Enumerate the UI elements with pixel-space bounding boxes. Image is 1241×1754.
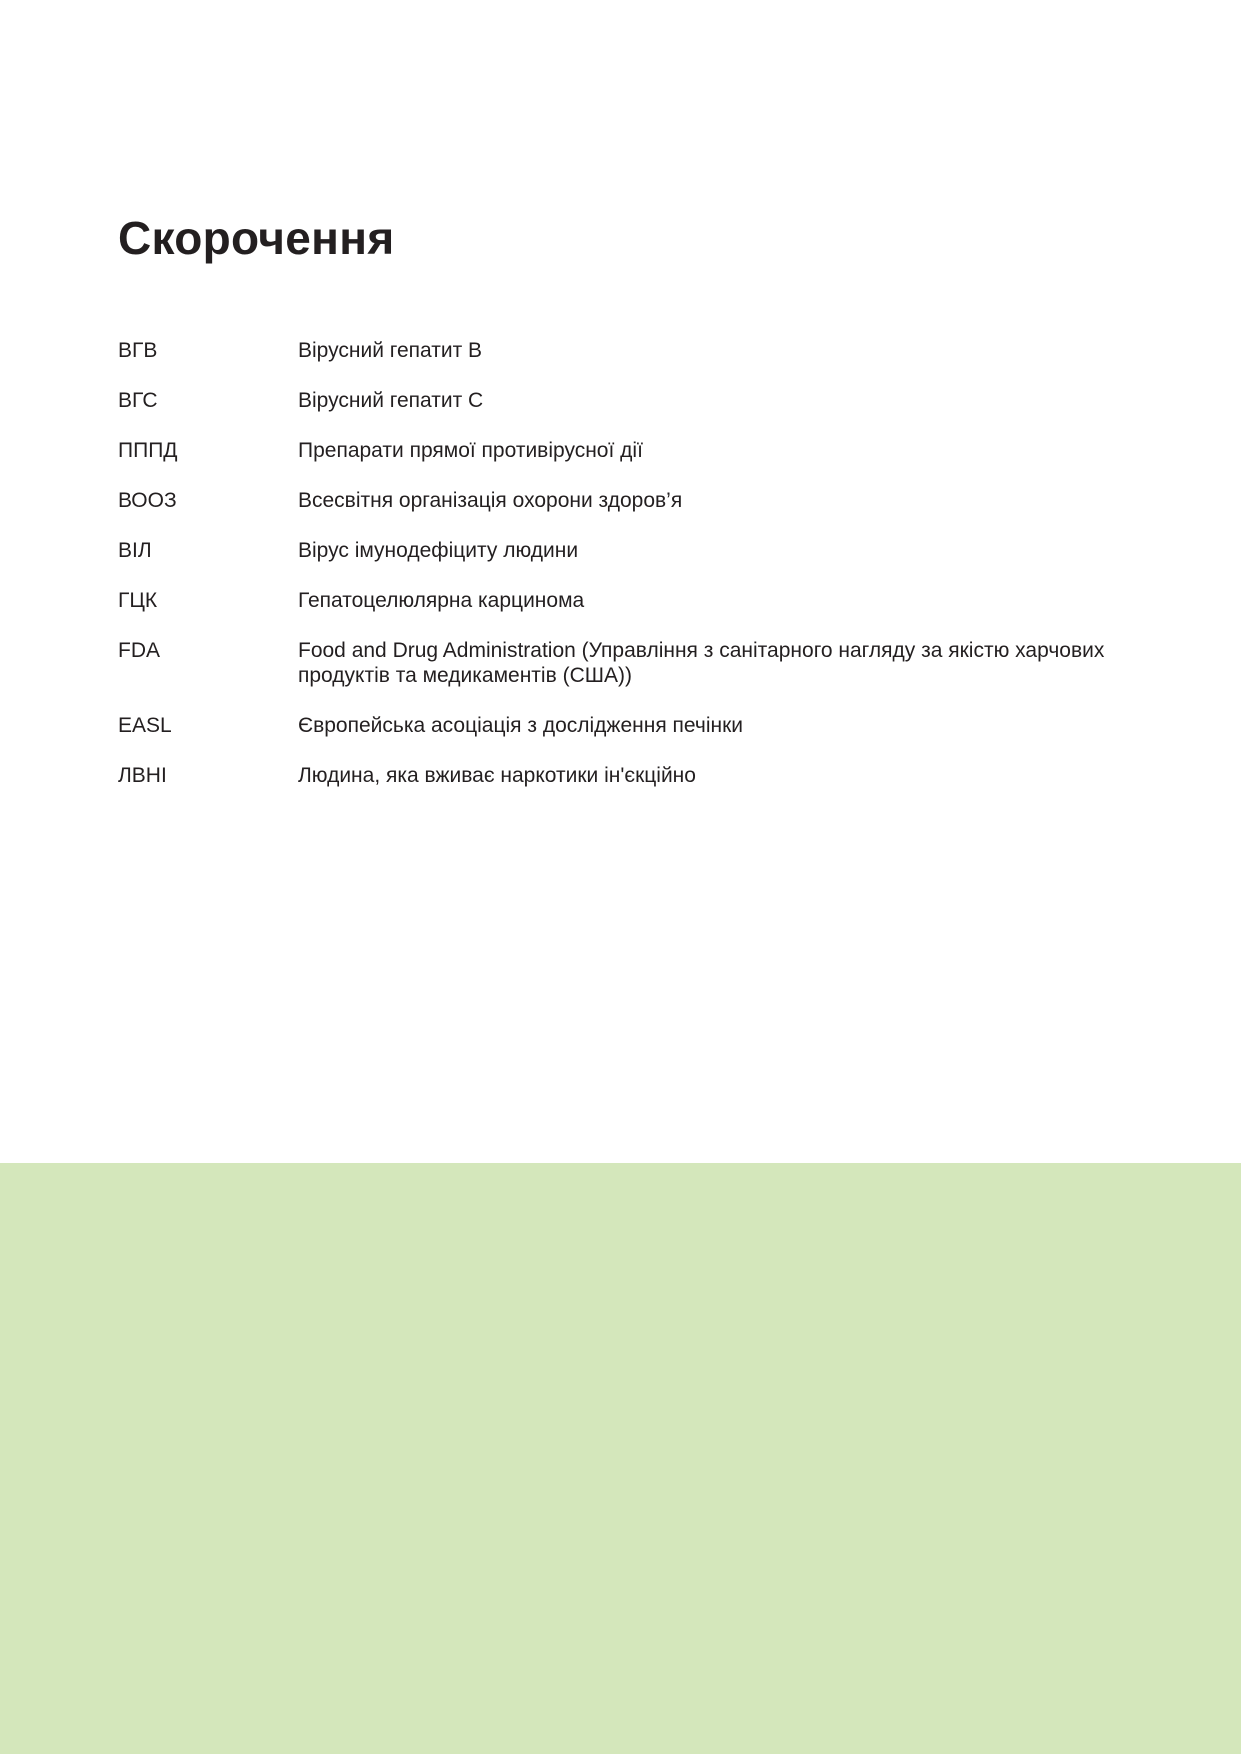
abbreviation-definition: Вірусний гепатит С <box>298 389 484 412</box>
abbreviation-term: ВГС <box>118 389 158 412</box>
abbreviation-term: ГЦК <box>118 589 158 612</box>
abbreviation-row <box>118 438 1128 463</box>
abbreviation-definition: Вірус імунодефіциту людини <box>298 539 579 562</box>
abbreviation-term: ПППД <box>118 439 178 462</box>
abbreviation-definition: Всесвітня організація охорони здоров’я <box>298 489 683 512</box>
abbreviation-row <box>118 488 1128 513</box>
abbreviation-term: ВООЗ <box>118 489 177 512</box>
abbreviation-term: EASL <box>118 714 172 737</box>
abbreviation-row <box>118 588 1128 613</box>
abbreviation-row <box>118 388 1128 413</box>
abbreviation-row <box>118 713 1128 738</box>
abbreviation-definition: Вірусний гепатит В <box>298 339 483 362</box>
abbreviation-definition: Людина, яка вживає наркотики ін'єкційно <box>298 764 696 787</box>
abbreviation-definition: Гепатоцелюлярна карцинома <box>298 589 585 612</box>
footer-color-band <box>0 1163 1241 1754</box>
abbreviation-row <box>118 338 1128 363</box>
abbreviation-term: ВІЛ <box>118 539 152 562</box>
abbreviation-definition: Європейська асоціація з дослідження печінки <box>298 714 744 737</box>
abbreviation-term: FDA <box>118 639 160 662</box>
page-title: Скорочення <box>118 212 395 264</box>
abbreviation-term: ЛВНІ <box>118 764 167 787</box>
abbreviation-term: ВГВ <box>118 339 158 362</box>
abbreviation-row <box>118 538 1128 563</box>
abbreviation-list <box>118 338 1128 813</box>
abbreviation-definition: Food and Drug Administration (Управління з санітарного нагляду за якістю харчових продуктів та медикаментів (США)) <box>298 639 1105 687</box>
abbreviation-row <box>118 638 1128 688</box>
abbreviation-row <box>118 763 1128 788</box>
abbreviation-definition: Препарати прямої противірусної дії <box>298 439 643 462</box>
